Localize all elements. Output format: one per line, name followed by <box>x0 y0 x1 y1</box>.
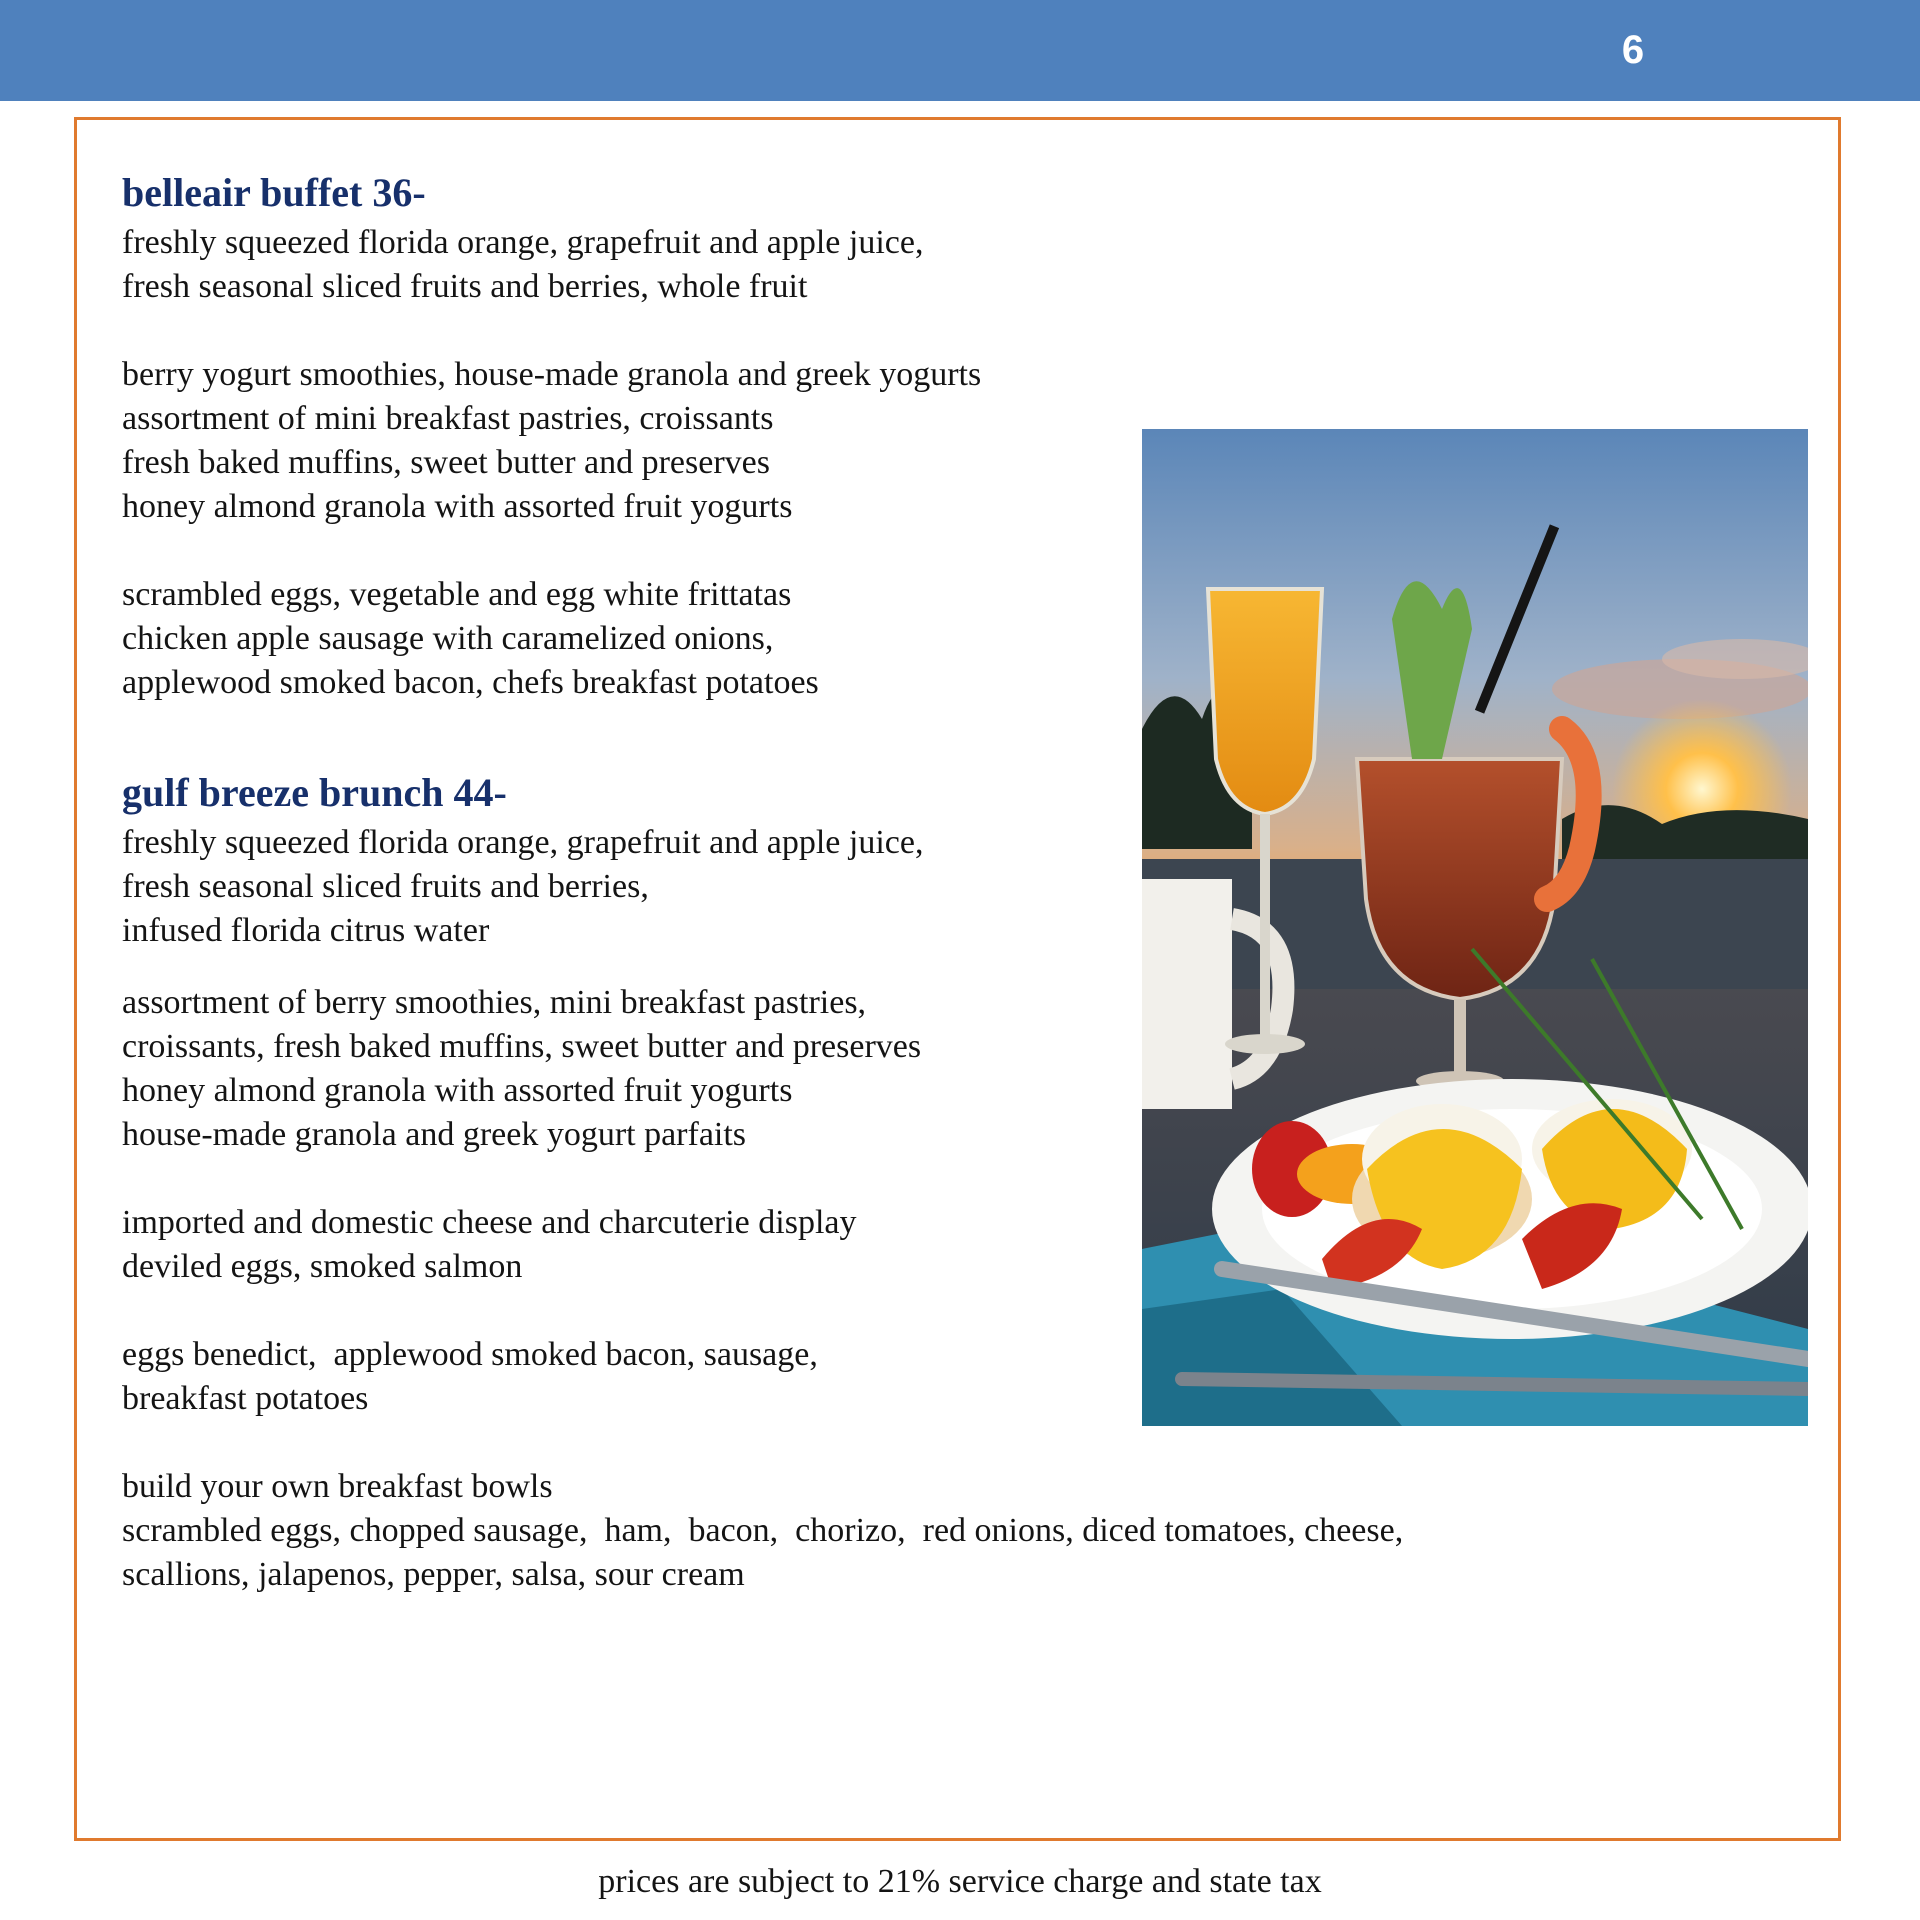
menu-line: imported and domestic cheese and charcuterie display <box>122 1204 857 1241</box>
section-title-belleair-buffet: belleair buffet 36- <box>122 170 426 215</box>
menu-line: fresh baked muffins, sweet butter and preserves <box>122 444 770 481</box>
menu-line: freshly squeezed florida orange, grapefruit and apple juice, <box>122 224 924 261</box>
menu-line: honey almond granola with assorted fruit yogurts <box>122 1072 793 1109</box>
menu-group <box>122 221 1642 309</box>
menu-line: applewood smoked bacon, chefs breakfast potatoes <box>122 664 819 701</box>
section-title-gulf-breeze-brunch: gulf breeze brunch 44- <box>122 770 507 815</box>
menu-line: chicken apple sausage with caramelized onions, <box>122 620 774 657</box>
menu-line: infused florida citrus water <box>122 912 490 949</box>
menu-line: scallions, jalapenos, pepper, salsa, sour cream <box>122 1556 745 1593</box>
menu-line: assortment of mini breakfast pastries, croissants <box>122 400 774 437</box>
menu-line: berry yogurt smoothies, house-made granola and greek yogurts <box>122 356 982 393</box>
menu-line: scrambled eggs, vegetable and egg white frittatas <box>122 576 792 613</box>
footer-note: prices are subject to 21% service charge and state tax <box>598 1863 1322 1900</box>
page-number: 6 <box>1621 28 1645 72</box>
food-photo <box>1142 429 1808 1426</box>
menu-line: assortment of berry smoothies, mini breakfast pastries, <box>122 984 867 1021</box>
menu-line: croissants, fresh baked muffins, sweet butter and preserves <box>122 1028 922 1065</box>
menu-line: fresh seasonal sliced fruits and berries, <box>122 868 649 905</box>
menu-line: freshly squeezed florida orange, grapefruit and apple juice, <box>122 824 924 861</box>
menu-line: deviled eggs, smoked salmon <box>122 1248 523 1285</box>
food-photo-icon <box>1142 429 1808 1426</box>
menu-line: build your own breakfast bowls <box>122 1468 553 1505</box>
menu-line: scrambled eggs, chopped sausage, ham, bacon, chorizo, red onions, diced tomatoes, cheese, <box>122 1512 1404 1549</box>
menu-line: house-made granola and greek yogurt parfaits <box>122 1116 747 1153</box>
menu-line: honey almond granola with assorted fruit yogurts <box>122 488 793 525</box>
header-bar <box>0 0 1920 101</box>
menu-line: fresh seasonal sliced fruits and berries, whole fruit <box>122 268 808 305</box>
menu-line: breakfast potatoes <box>122 1380 369 1417</box>
menu-line: eggs benedict, applewood smoked bacon, sausage, <box>122 1336 818 1373</box>
menu-group <box>122 1465 1642 1597</box>
